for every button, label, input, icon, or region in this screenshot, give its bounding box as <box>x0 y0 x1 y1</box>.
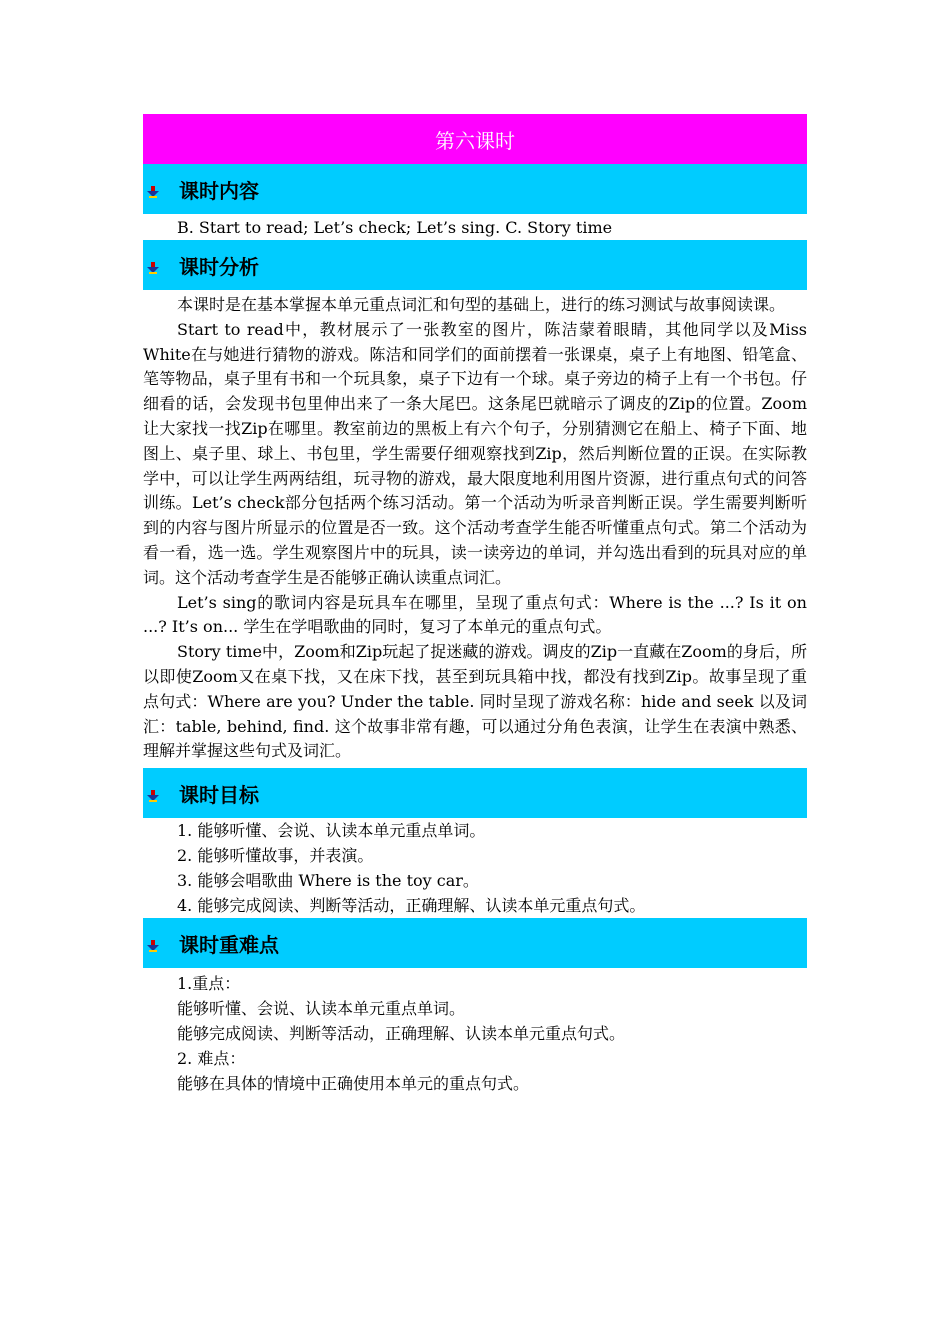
key-point-line: 能够完成阅读、判断等活动，正确理解、认读本单元重点句式。 <box>177 1024 626 1044</box>
key-point-line: 能够在具体的情境中正确使用本单元的重点句式。 <box>177 1074 530 1094</box>
key-points-body <box>143 971 807 1096</box>
lesson-title: 第六课时 <box>435 128 515 153</box>
section-title: 课时重难点 <box>179 932 279 957</box>
section-header-analysis <box>143 240 807 290</box>
section-title: 课时目标 <box>179 782 259 807</box>
analysis-paragraph: 本课时是在基本掌握本单元重点词汇和句型的基础上，进行的练习测试与故事阅读课。 <box>177 295 786 314</box>
section-header-goals <box>143 768 807 818</box>
analysis-paragraph: Start to read中，教材展示了一张教室的图片，陈洁蒙着眼睛，其他同学以及Miss White在与她进行猜物的游戏。陈洁和同学们的面前摆着一张课桌，桌子上有地图、铅笔盒、笔等物品，桌子里有书和一个玩具象，桌子下边有一个球。桌子旁边的椅子上有一个书包。仔细看的话，会发现书包里伸出来了一条大尾巴。这条尾巴就暗示了调皮的Zip的位置。Zoom让大家找一找Zip在哪里。教室前边的黑板上有六个句子，分别猜测它在船上、椅子下面、地图上、桌子里、球上、书包里，学生需要仔细观察找到Zip，然后判断位置的正误。在实际教学中，可以让学生两两结组，玩寻物的游戏，最大限度地利用图片资源，进行重点句式的问答训练。Let’s check部分包括两个练习活动。第一个活动为听录音判断正误。学生需要判断听到的内容与图片所显示的位置是否一致。这个活动考查学生能否听懂重点句式。第二个活动为看一看，选一选。学生观察图片中的玩具，读一读旁边的单词，并勾选出看到的玩具对应的单词。这个活动考查学生是否能够正确认读重点词汇。 <box>143 319 807 587</box>
lesson-page <box>143 114 807 1096</box>
analysis-paragraph: Let’s sing的歌词内容是玩具车在哪里，呈现了重点句式：Where is the ...? Is it on ...? It’s on... 学生在学唱歌曲的同时，复习了本单元的重点句式。 <box>143 592 807 637</box>
goal-item: 2. 能够听懂故事，并表演。 <box>177 846 374 866</box>
goal-item: 4. 能够完成阅读、判断等活动，正确理解、认读本单元重点句式。 <box>177 896 646 916</box>
lesson-title-bar <box>143 114 807 164</box>
bullet-arrow-icon <box>147 259 159 271</box>
section-title: 课时内容 <box>179 178 259 203</box>
key-point-line: 能够听懂、会说、认读本单元重点单词。 <box>177 999 466 1019</box>
key-point-line: 1.重点： <box>177 974 241 994</box>
content-text: B. Start to read; Let’s check; Let’s sing. C. Story time <box>177 218 613 237</box>
goal-item: 1. 能够听懂、会说、认读本单元重点单词。 <box>177 821 486 841</box>
analysis-paragraph: Story time中，Zoom和Zip玩起了捉迷藏的游戏。调皮的Zip一直藏在Zoom的身后，所以即使Zoom又在桌下找，又在床下找，甚至到玩具箱中找，都没有找到Zip。故事呈现了重点句式：Where are you? Under the table. 同时呈现了游戏名称：hide and seek 以及词汇：table, behind, find. 这个故事非常有趣，可以通过分角色表演，让学生在表演中熟悉、理解并掌握这些句式及词汇。 <box>143 642 807 761</box>
section-header-content <box>143 164 807 214</box>
key-point-line: 2. 难点： <box>177 1049 246 1069</box>
bullet-arrow-icon <box>147 787 159 799</box>
section-header-key-points <box>143 918 807 968</box>
bullet-arrow-icon <box>147 183 159 195</box>
goals-list <box>143 818 807 918</box>
goal-item: 3. 能够会唱歌曲 Where is the toy car。 <box>177 871 479 891</box>
analysis-body <box>143 293 807 764</box>
section-title: 课时分析 <box>179 254 259 279</box>
bullet-arrow-icon <box>147 937 159 949</box>
